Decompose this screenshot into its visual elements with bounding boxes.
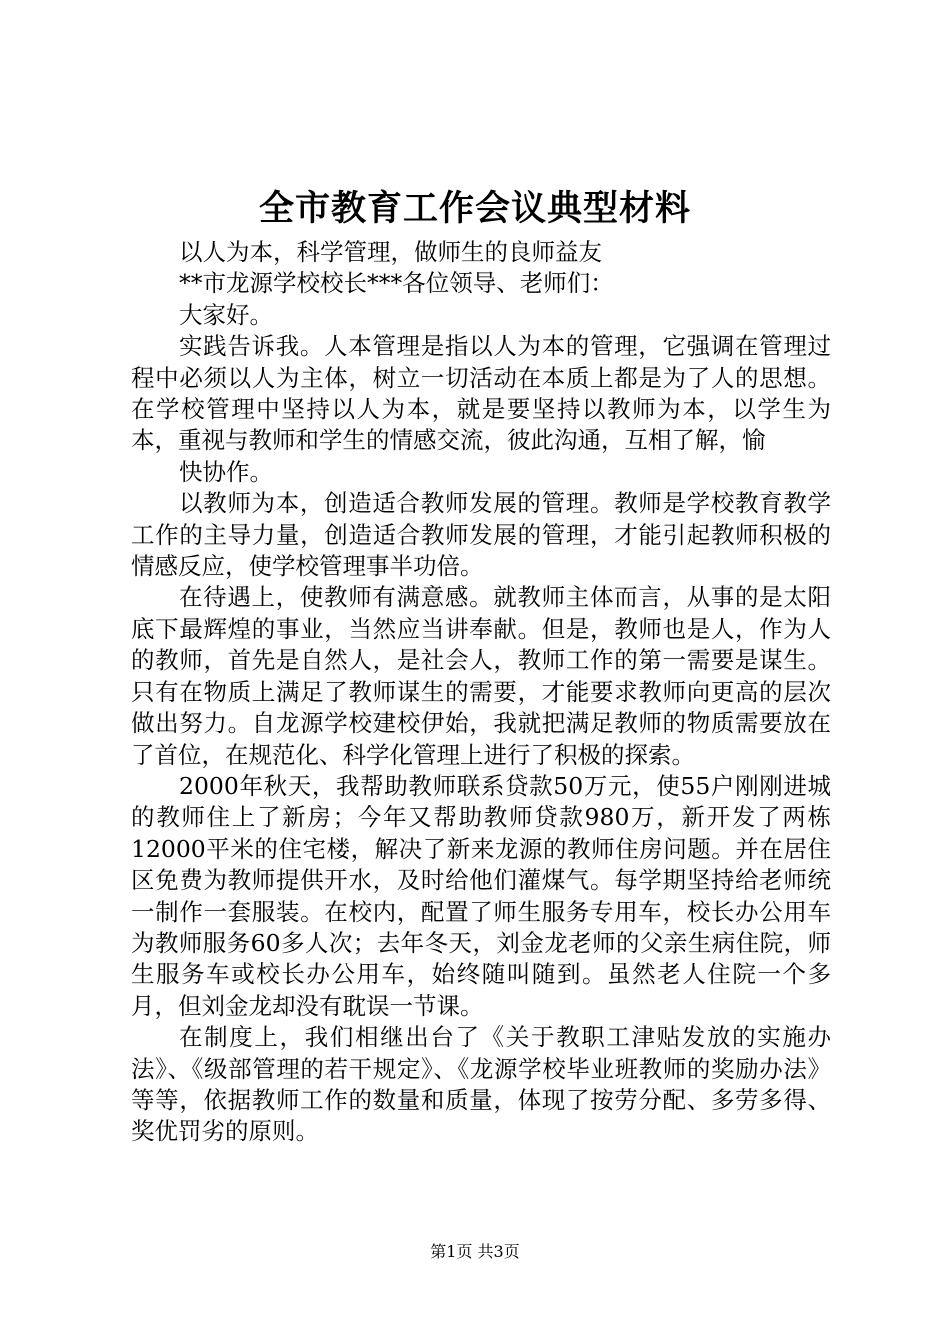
paragraph-3: 以教师为本，创造适合教师发展的管理。教师是学校教育教学工作的主导力量，创造适合教师发展的管理，才能引起教师积极的情感反应，使学校管理事半功倍。 bbox=[131, 489, 831, 581]
paragraph-5: 2000年秋天，我帮助教师联系贷款50万元，使55户刚刚进城的教师住上了新房；今年又帮助教师贷款980万，新开发了两栋12000平米的住宅楼，解决了新来龙源的教师住房问题。并在居住区免费为教师提供开水，及时给他们灌煤气。每学期坚持给老师统一制作一套服装。在校内，配置了师生服务专用车，校长办公用车为教师服务60多人次；去年冬天，刘金龙老师的父亲生病住院，师生服务车或校长办公用车，始终随叫随到。虽然老人住院一个多月，但刘金龙却没有耽误一节课。 bbox=[131, 771, 831, 1020]
paragraph-1: 实践告诉我。人本管理是指以人为本的管理，它强调在管理过程中必须以人为主体，树立一切活动在本质上都是为了人的思想。在学校管理中坚持以人为本，就是要坚持以教师为本，以学生为本，重视与教师和学生的情感交流，彼此沟通，互相了解，愉 bbox=[131, 332, 831, 455]
paragraph-2: 快协作。 bbox=[179, 457, 273, 486]
document-body bbox=[131, 237, 831, 1148]
paragraph-subtitle: 以人为本，科学管理，做师生的良师益友 bbox=[179, 238, 602, 266]
document-title: 全市教育工作会议典型材料 bbox=[258, 188, 691, 229]
paragraph-speaker: **市龙源学校校长***各位领导、老师们： bbox=[179, 269, 614, 298]
paragraph-greeting: 大家好。 bbox=[179, 300, 273, 329]
paragraph-4: 在待遇上，使教师有满意感。就教师主体而言，从事的是太阳底下最辉煌的事业，当然应当讲奉献。但是，教师也是人，作为人的教师，首先是自然人，是社会人，教师工作的第一需要是谋生。只有在物质上满足了教师谋生的需要，才能要求教师向更高的层次做出努力。自龙源学校建校伊始，我就把满足教师的物质需要放在了首位，在规范化、科学化管理上进行了积极的探索。 bbox=[131, 583, 831, 769]
page-footer: 第1页 共3页 bbox=[430, 1242, 520, 1261]
paragraph-6: 在制度上，我们相继出台了《关于教职工津贴发放的实施办法》、《级部管理的若干规定》、《龙源学校毕业班教师的奖励办法》等等，依据教师工作的数量和质量，体现了按劳分配、多劳多得、奖优罚劣的原则。 bbox=[131, 1023, 831, 1146]
